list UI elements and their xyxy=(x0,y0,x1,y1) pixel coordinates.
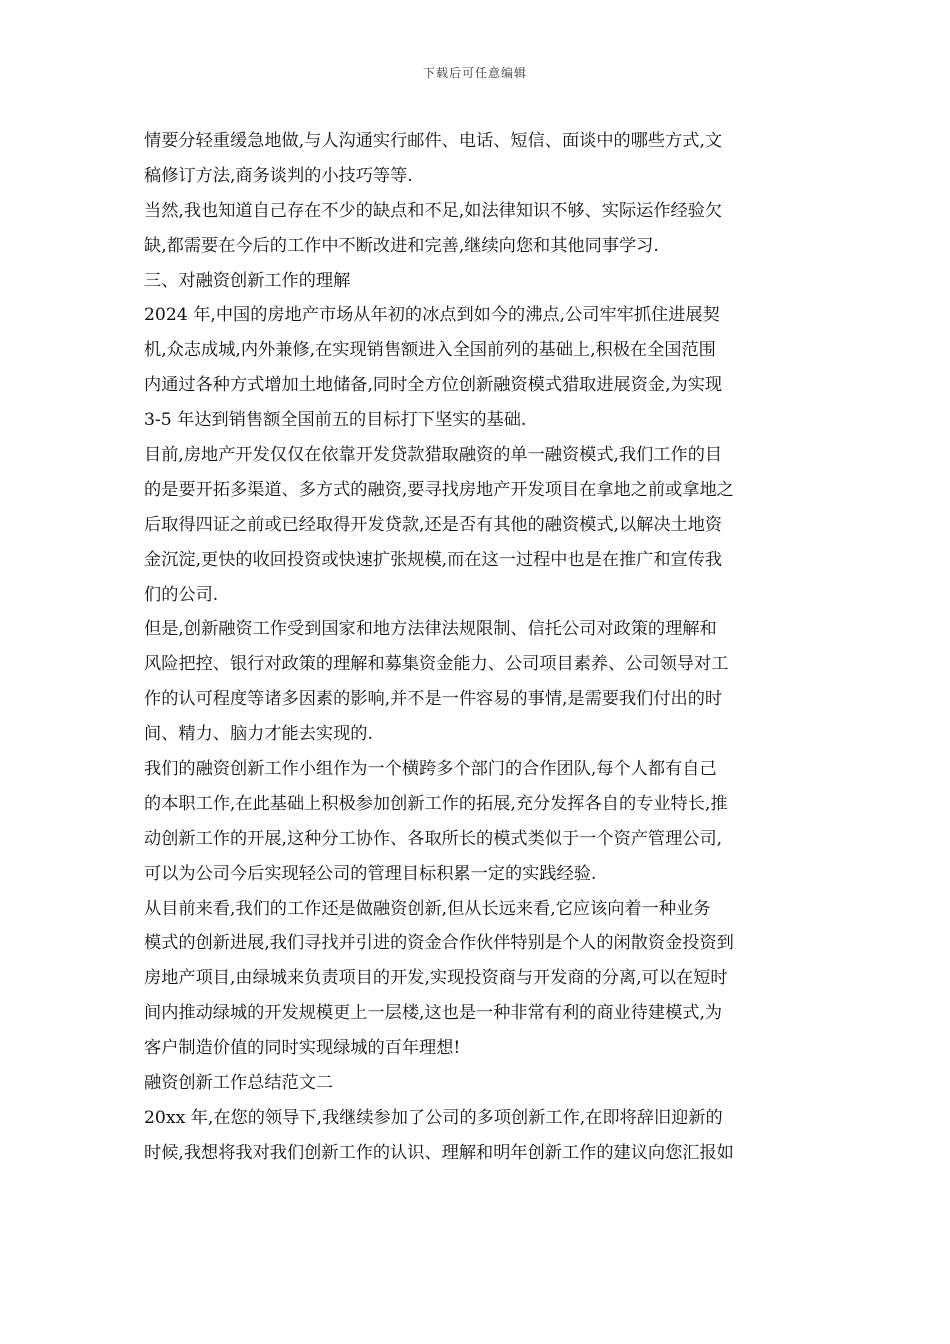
text-line: 客户制造价值的同时实现绿城的百年理想! xyxy=(144,1038,461,1059)
text-line: 稿修订方法,商务谈判的小技巧等等. xyxy=(144,165,413,186)
text-line: 金沉淀,更快的收回投资或快速扩张规模,而在这一过程中也是在推广和宣传我 xyxy=(144,549,723,570)
text-line: 2024 年,中国的房地产市场从年初的冰点到如今的沸点,公司牢牢抓住进展契 xyxy=(144,305,720,326)
text-line: 内通过各种方式增加土地储备,同时全方位创新融资模式猎取进展资金,为实现 xyxy=(144,375,723,396)
text-line: 但是,创新融资工作受到国家和地方法律法规限制、信托公司对政策的理解和 xyxy=(144,619,717,640)
text-line: 作的认可程度等诸多因素的影响,并不是一件容易的事情,是需要我们付出的时 xyxy=(144,689,723,710)
text-line: 目前,房地产开发仅仅在依靠开发贷款猎取融资的单一融资模式,我们工作的目 xyxy=(144,445,723,466)
text-line: 从目前来看,我们的工作还是做融资创新,但从长远来看,它应该向着一种业务 xyxy=(144,898,711,919)
section-heading: 融资创新工作总结范文二 xyxy=(144,1073,334,1094)
text-line: 间内推动绿城的开发规模更上一层楼,这也是一种非常有利的商业待建模式,为 xyxy=(144,1003,723,1024)
text-line: 们的公司. xyxy=(144,584,219,605)
text-line: 20xx 年,在您的领导下,我继续参加了公司的多项创新工作,在即将辞旧迎新的 xyxy=(144,1107,723,1128)
text-line: 间、精力、脑力才能去实现的. xyxy=(144,724,373,745)
text-line: 模式的创新进展,我们寻找并引进的资金合作伙伴特别是个人的闲散资金投资到 xyxy=(144,933,734,954)
text-line: 3-5 年达到销售额全国前五的目标打下坚实的基础. xyxy=(144,410,527,431)
text-line: 我们的融资创新工作小组作为一个横跨多个部门的合作团队,每个人都有自己 xyxy=(144,759,717,780)
text-line: 的本职工作,在此基础上积极参加创新工作的拓展,充分发挥各自的专业特长,推 xyxy=(144,793,728,814)
text-line: 缺,都需要在今后的工作中不断改进和完善,继续向您和其他同事学习. xyxy=(144,235,659,256)
text-line: 可以为公司今后实现轻公司的管理目标积累一定的实践经验. xyxy=(144,863,597,884)
text-line: 的是要开拓多渠道、多方式的融资,要寻找房地产开发项目在拿地之前或拿地之 xyxy=(144,479,734,500)
text-line: 时候,我想将我对我们创新工作的认识、理解和明年创新工作的建议向您汇报如 xyxy=(144,1142,734,1163)
text-line: 风险把控、银行对政策的理解和募集资金能力、公司项目素养、公司领导对工 xyxy=(144,654,729,675)
document-body xyxy=(144,124,810,1171)
text-line: 当然,我也知道自己存在不少的缺点和不足,如法律知识不够、实际运作经验欠 xyxy=(144,200,723,221)
text-line: 房地产项目,由绿城来负责项目的开发,实现投资商与开发商的分离,可以在短时 xyxy=(144,968,728,989)
text-line: 动创新工作的开展,这种分工协作、各取所长的模式类似于一个资产管理公司, xyxy=(144,828,723,849)
text-line: 情要分轻重缓急地做,与人沟通实行邮件、电话、短信、面谈中的哪些方式,文 xyxy=(144,131,723,151)
section-heading: 三、对融资创新工作的理解 xyxy=(144,270,351,291)
text-line: 机,众志成城,内外兼修,在实现销售额进入全国前列的基础上,积极在全国范围 xyxy=(144,340,716,361)
text-line: 后取得四证之前或已经取得开发贷款,还是否有其他的融资模式,以解决土地资 xyxy=(144,514,723,535)
page-header: 下载后可任意编辑 xyxy=(422,66,527,80)
